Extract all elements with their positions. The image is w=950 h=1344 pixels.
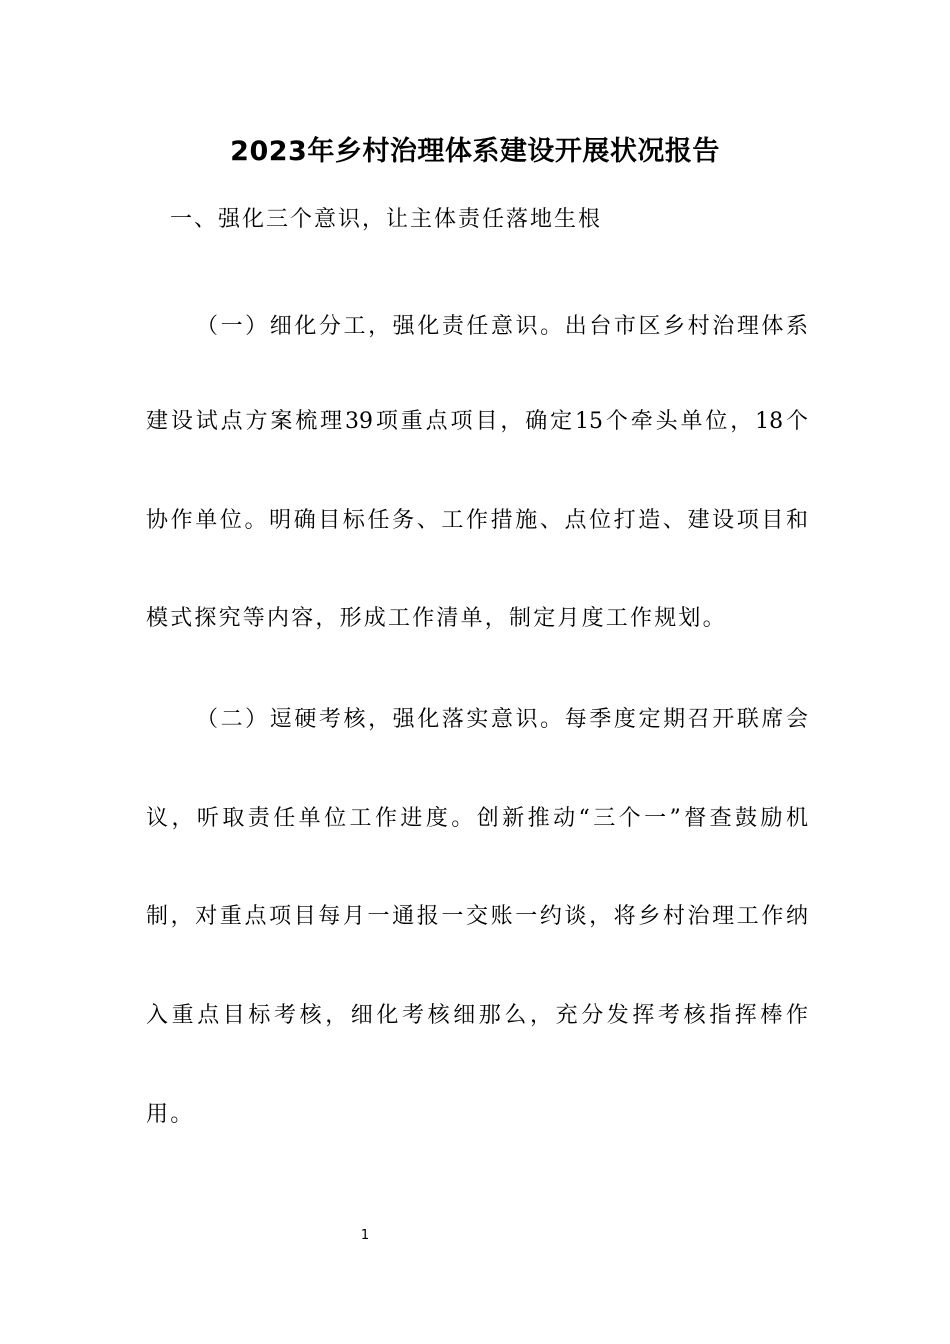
paragraph-2-line-4: 入重点目标考核，细化考核细那么，充分发挥考核指挥棒作 — [146, 1003, 808, 1028]
page-number: 1 — [360, 1228, 370, 1243]
section-heading: 一、强化三个意识，让主体责任落地生根 — [170, 207, 603, 232]
paragraph-1-line-2: 建设试点方案梳理39项重点项目，确定15个牵头单位，18个 — [146, 409, 808, 434]
paragraph-1-line-3: 协作单位。明确目标任务、工作措施、点位打造、建设项目和 — [146, 508, 808, 533]
paragraph-1-line-1: （一）细化分工，强化责任意识。出台市区乡村治理体系 — [196, 314, 808, 339]
document-title: 2023年乡村治理体系建设开展状况报告 — [230, 136, 720, 167]
paragraph-1-line-4: 模式探究等内容，形成工作清单，制定月度工作规划。 — [146, 606, 727, 631]
paragraph-2-line-3: 制，对重点项目每月一通报一交账一约谈，将乡村治理工作纳 — [146, 904, 808, 929]
paragraph-2-line-1: （二）逗硬考核，强化落实意识。每季度定期召开联席会 — [196, 707, 808, 732]
paragraph-2-line-2: 议，听取责任单位工作进度。创新推动“三个一”督查鼓励机 — [146, 806, 808, 831]
paragraph-2-line-5: 用。 — [146, 1102, 195, 1127]
